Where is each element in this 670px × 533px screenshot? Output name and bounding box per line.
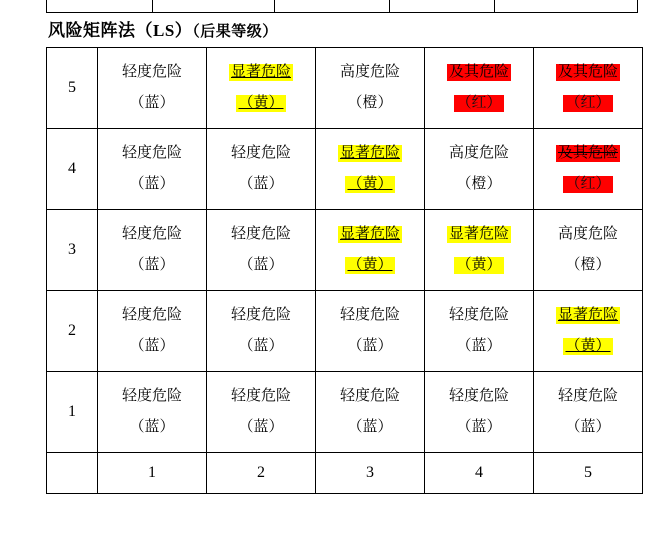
risk-level-text: 轻度危险 (230, 388, 291, 404)
column-label-2: 2 (207, 453, 316, 494)
cell-content (98, 388, 206, 436)
matrix-cell-r3c3 (316, 210, 425, 291)
risk-color-label: （红） (565, 95, 611, 111)
matrix-cell-r5c2 (207, 48, 316, 129)
page-title-sub: （后果等级） (192, 24, 278, 40)
risk-color-text: （黄） (347, 176, 393, 192)
cell-content (534, 307, 642, 355)
cell-content (316, 145, 424, 193)
risk-color-text: （蓝） (238, 419, 284, 435)
risk-level-text: 轻度危险 (339, 307, 400, 323)
matrix-cell-r1c2 (207, 372, 316, 453)
cell-content (98, 307, 206, 355)
cell-content (316, 388, 424, 436)
cell-content (207, 145, 315, 193)
matrix-cell-r4c4 (425, 129, 534, 210)
risk-level-text: 轻度危险 (339, 388, 400, 404)
risk-color-text: （蓝） (456, 419, 502, 435)
column-label-3: 3 (316, 453, 425, 494)
risk-level-text: 轻度危险 (230, 307, 291, 323)
risk-level-text: 轻度危险 (121, 64, 182, 80)
risk-color-text: （蓝） (347, 419, 393, 435)
risk-level-text: 轻度危险 (121, 145, 182, 161)
cell-content (98, 145, 206, 193)
cell-content (425, 226, 533, 274)
matrix-corner-cell (47, 453, 98, 494)
risk-color-text: （橙） (456, 176, 502, 192)
risk-color-text: （黄） (565, 338, 611, 354)
row-label-5: 5 (47, 48, 98, 129)
page-title (48, 16, 278, 41)
matrix-cell-r1c1 (98, 372, 207, 453)
risk-matrix-body (47, 48, 643, 494)
risk-color-text: （黄） (238, 95, 284, 111)
cell-content (534, 226, 642, 274)
top-cell-4 (390, 0, 495, 12)
risk-color-text: （黄） (347, 257, 393, 273)
risk-level-text: 高度危险 (339, 64, 400, 80)
risk-level-text: 显著危险 (448, 226, 509, 242)
matrix-cell-r4c5 (534, 129, 643, 210)
risk-level-text: 及其危险 (557, 64, 618, 80)
risk-color-text: （蓝） (238, 176, 284, 192)
top-cell-3 (275, 0, 389, 12)
cell-content (425, 145, 533, 193)
risk-color-text: （黄） (456, 257, 502, 273)
matrix-cell-r3c5 (534, 210, 643, 291)
risk-color-text: （蓝） (129, 257, 175, 273)
risk-color-text (454, 95, 503, 112)
risk-color-text (563, 176, 612, 193)
row-label-4: 4 (47, 129, 98, 210)
top-cell-2 (153, 0, 275, 12)
risk-color-text: （蓝） (129, 419, 175, 435)
cell-content (425, 307, 533, 355)
cell-content (207, 226, 315, 274)
table-row (47, 210, 643, 291)
risk-level-text: 及其危险 (448, 64, 509, 80)
cell-content (425, 388, 533, 436)
risk-level-text: 轻度危险 (557, 388, 618, 404)
matrix-cell-r2c4 (425, 291, 534, 372)
cell-content (534, 388, 642, 436)
page-title-main: 风险矩阵法（LS） (48, 21, 193, 40)
matrix-cell-r5c3 (316, 48, 425, 129)
risk-color-label: （红） (565, 176, 611, 192)
risk-level-text: 轻度危险 (230, 226, 291, 242)
risk-level-text: 及其危险 (557, 145, 618, 161)
cell-content (98, 226, 206, 274)
risk-level-text: 轻度危险 (121, 226, 182, 242)
matrix-cell-r4c3 (316, 129, 425, 210)
risk-level-text: 轻度危险 (121, 307, 182, 323)
table-row-axis (47, 453, 643, 494)
risk-color-text: （蓝） (129, 176, 175, 192)
row-label-2: 2 (47, 291, 98, 372)
matrix-cell-r5c4 (425, 48, 534, 129)
matrix-cell-r3c2 (207, 210, 316, 291)
risk-level-text: 显著危险 (339, 226, 400, 242)
cell-content (207, 64, 315, 112)
table-row (47, 129, 643, 210)
risk-matrix-table (46, 47, 643, 494)
matrix-cell-r2c2 (207, 291, 316, 372)
risk-color-text: （蓝） (565, 419, 611, 435)
column-label-5: 5 (534, 453, 643, 494)
cell-content (316, 64, 424, 112)
table-row (47, 48, 643, 129)
risk-color-label: （红） (456, 95, 502, 111)
risk-level-text: 显著危险 (339, 145, 400, 161)
matrix-cell-r4c2 (207, 129, 316, 210)
risk-level-text: 轻度危险 (230, 145, 291, 161)
cell-content (98, 64, 206, 112)
risk-level-text: 轻度危险 (448, 307, 509, 323)
risk-color-text: （蓝） (129, 338, 175, 354)
risk-color-text: （蓝） (347, 338, 393, 354)
matrix-cell-r5c5 (534, 48, 643, 129)
risk-level-text: 轻度危险 (448, 388, 509, 404)
risk-color-text: （蓝） (456, 338, 502, 354)
risk-color-text: （蓝） (238, 257, 284, 273)
matrix-cell-r1c5 (534, 372, 643, 453)
row-label-3: 3 (47, 210, 98, 291)
matrix-cell-r3c4 (425, 210, 534, 291)
matrix-cell-r2c5 (534, 291, 643, 372)
matrix-cell-r3c1 (98, 210, 207, 291)
cell-content (534, 145, 642, 193)
risk-color-text: （蓝） (129, 95, 175, 111)
risk-level-text: 轻度危险 (121, 388, 182, 404)
cell-content (207, 388, 315, 436)
risk-color-text: （橙） (565, 257, 611, 273)
risk-level-text: 显著危险 (230, 64, 291, 80)
matrix-cell-r2c1 (98, 291, 207, 372)
cell-content (425, 64, 533, 112)
table-top-partial-row (46, 0, 638, 13)
cell-content (316, 226, 424, 274)
risk-level-text: 高度危险 (557, 226, 618, 242)
cell-content (534, 64, 642, 112)
table-row (47, 372, 643, 453)
row-label-1: 1 (47, 372, 98, 453)
risk-color-text: （蓝） (238, 338, 284, 354)
matrix-cell-r4c1 (98, 129, 207, 210)
top-cell-1 (47, 0, 153, 12)
table-row (47, 291, 643, 372)
risk-color-text (563, 95, 612, 112)
matrix-cell-r2c3 (316, 291, 425, 372)
column-label-1: 1 (98, 453, 207, 494)
matrix-cell-r1c3 (316, 372, 425, 453)
cell-content (316, 307, 424, 355)
risk-level-text: 显著危险 (557, 307, 618, 323)
column-label-4: 4 (425, 453, 534, 494)
matrix-cell-r1c4 (425, 372, 534, 453)
risk-level-text: 高度危险 (448, 145, 509, 161)
matrix-cell-r5c1 (98, 48, 207, 129)
top-cell-5 (495, 0, 637, 12)
cell-content (207, 307, 315, 355)
risk-color-text: （橙） (347, 95, 393, 111)
